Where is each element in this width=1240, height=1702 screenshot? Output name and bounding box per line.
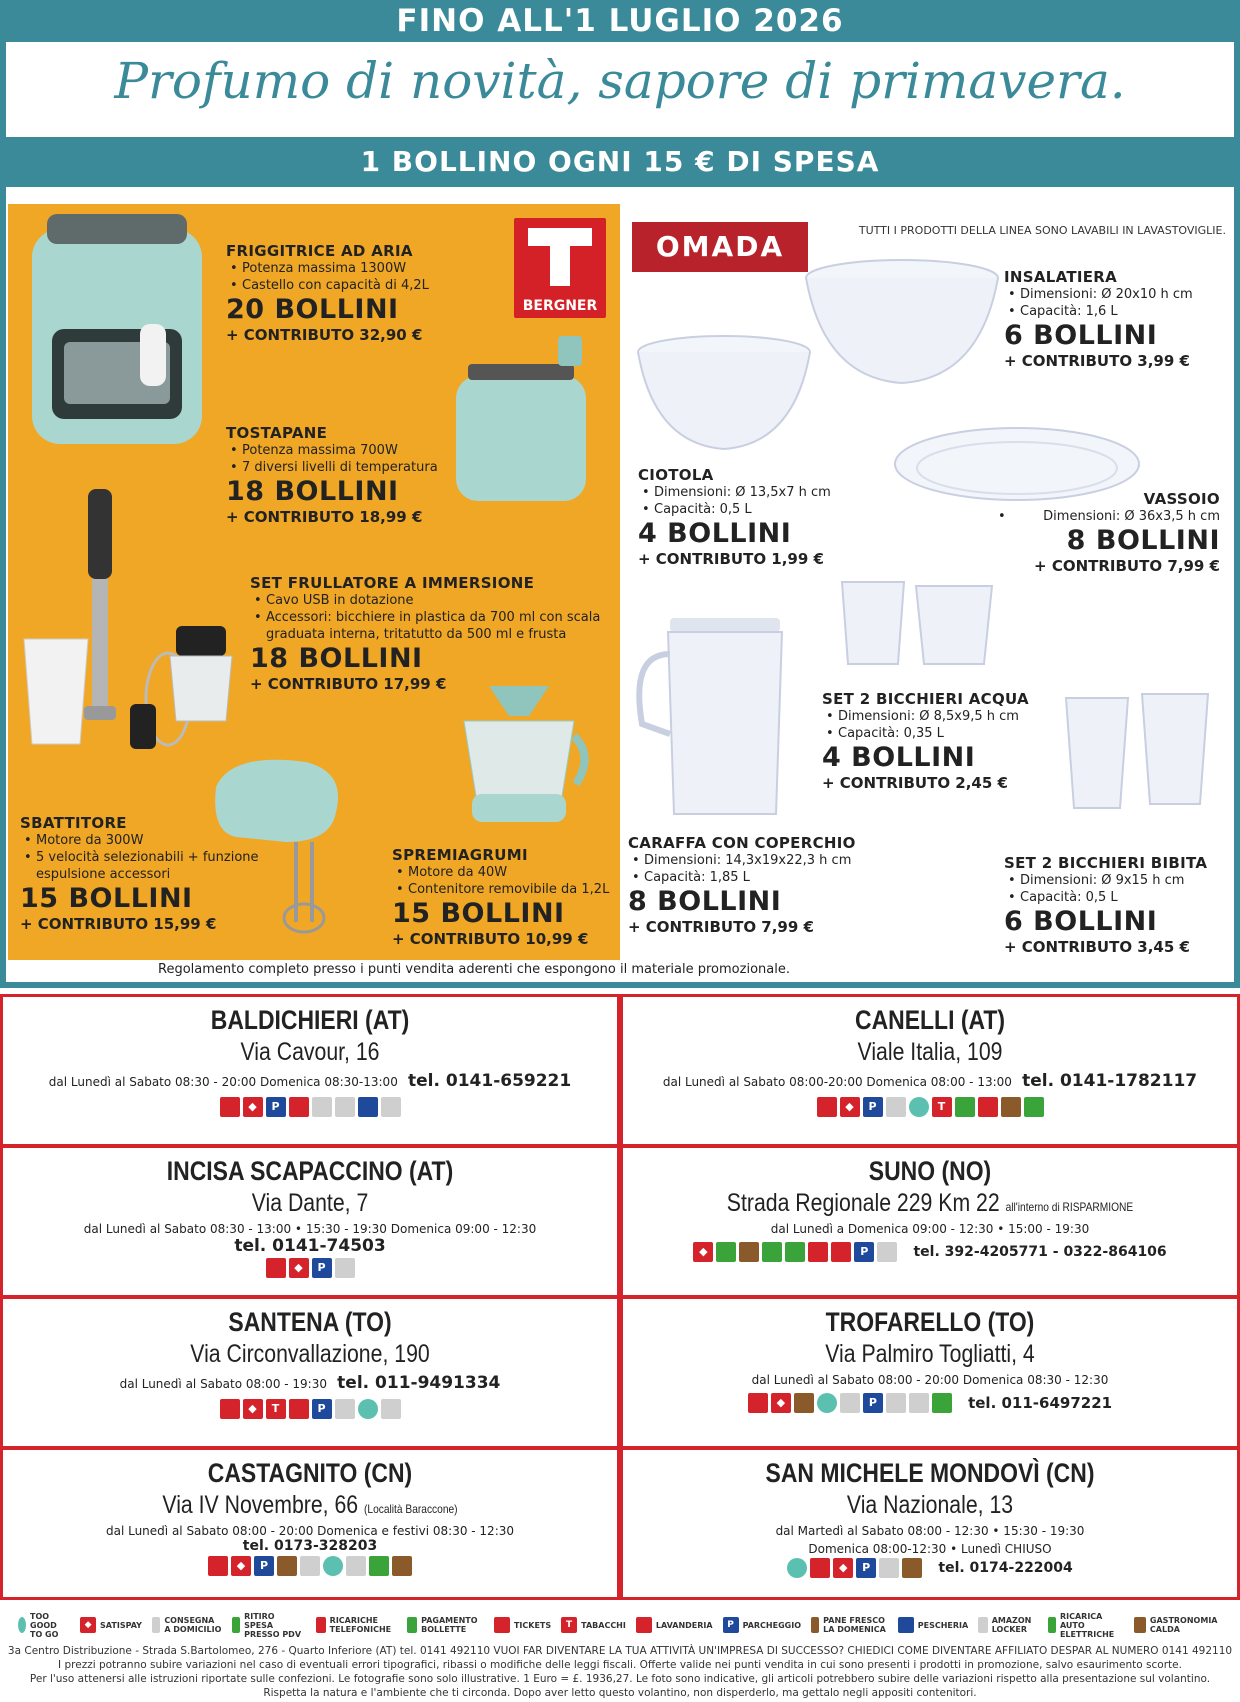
ev-charge-icon [369, 1556, 389, 1576]
product-drink-glasses: SET 2 BICCHIERI BIBITA • Dimensioni: Ø 9x15 h cm • Capacità: 0,5 L 6 BOLLINI + CONTRIBUTO 3,45 € [1004, 854, 1234, 956]
legend-parking: P PARCHEGGIO [723, 1617, 801, 1633]
product-hand-mixer: SBATTITORE • Motore da 300W • 5 velocità selezionabili + funzione espulsione accessori 15 BOLLINI + CONTRIBUTO 15,99 € [20, 814, 290, 933]
legend-bread: PANE FRESCO LA DOMENICA [811, 1616, 888, 1634]
store-services [208, 1556, 412, 1576]
store-address: Via Circonvallazione, 190 [190, 1340, 430, 1368]
tgtg-icon [358, 1399, 378, 1419]
store-hours: dal Martedì al Sabato 08:00 - 12:30 • 15:30 - 19:30 [775, 1524, 1085, 1538]
satispay-icon: ◆ [840, 1097, 860, 1117]
store-hours: dal Lunedì al Sabato 08:30 - 13:00 • 15:30 - 19:30 Domenica 09:00 - 12:30 [83, 1222, 537, 1236]
store-address: Via Cavour, 16 [240, 1038, 380, 1066]
store-phone: tel. 0141-74503 [234, 1236, 386, 1256]
pickup-icon [840, 1393, 860, 1413]
store-phone: tel. 392-4205771 - 0322-864106 [913, 1244, 1167, 1260]
product-water-glasses: SET 2 BICCHIERI ACQUA • Dimensioni: Ø 8,5x9,5 h cm • Capacità: 0,35 L 4 BOLLINI + CONTRIBUTO 2,45 € [822, 690, 1062, 792]
phone-topup-icon [316, 1617, 326, 1633]
store-hours: dal Lunedì a Domenica 09:00 - 12:30 • 15:00 - 19:30 [770, 1222, 1090, 1236]
bread-icon [277, 1556, 297, 1576]
pickup-icon [346, 1556, 366, 1576]
hot-food-icon [1134, 1617, 1145, 1633]
tickets-icon [220, 1097, 240, 1117]
ev-charge-icon [1048, 1617, 1056, 1633]
air-fryer-image [22, 214, 212, 454]
tobacco-icon: T [932, 1097, 952, 1117]
tickets-icon [266, 1258, 286, 1278]
bergner-logo: BERGNER [514, 218, 606, 318]
chopper-image [166, 626, 236, 726]
fish-icon [335, 1097, 355, 1117]
phone-topup-icon [289, 1097, 309, 1117]
satispay-icon: ◆ [243, 1399, 263, 1419]
parking-icon: P [266, 1097, 286, 1117]
toaster-image [446, 336, 596, 506]
parking-icon: P [863, 1097, 883, 1117]
tobacco-icon: T [266, 1399, 286, 1419]
satispay-icon: ◆ [771, 1393, 791, 1413]
store-name: SUNO (NO) [868, 1156, 992, 1186]
store-phone: tel. 011-6497221 [968, 1394, 1113, 1412]
store-phone: tel. 0173-328203 [242, 1538, 378, 1554]
product-immersion-blender: SET FRULLATORE A IMMERSIONE • Cavo USB in dotazione • Accessori: bicchiere in plastica da 700 ml con scala graduata interna, tritatutto da 500 ml e frusta 18 BOLLINI + CONTRIBUTO 17,99 € [250, 574, 616, 693]
hot-food-icon [392, 1556, 412, 1576]
pickup-icon [232, 1617, 240, 1633]
salad-bowl-image [804, 258, 1000, 388]
satispay-icon: ◆ [80, 1617, 96, 1633]
tgtg-icon [18, 1617, 26, 1633]
product-carafe: CARAFFA CON COPERCHIO • Dimensioni: 14,3x19x22,3 h cm • Capacità: 1,85 L 8 BOLLINI + CONTRIBUTO 7,99 € [628, 834, 928, 936]
store-name: SAN MICHELE MONDOVÌ (CN) [765, 1458, 1095, 1488]
legend-hot-food: GASTRONOMIA CALDA [1134, 1616, 1222, 1634]
delivery-icon [152, 1617, 160, 1633]
parking-icon: P [312, 1399, 332, 1419]
small-bowl-image [636, 334, 812, 454]
tgtg-icon [817, 1393, 837, 1413]
tickets-icon [810, 1558, 830, 1578]
dishwasher-note: TUTTI I PRODOTTI DELLA LINEA SONO LAVABILI IN LAVASTOVIGLIE. [858, 224, 1226, 237]
tgtg-icon [323, 1556, 343, 1576]
satispay-icon: ◆ [243, 1097, 263, 1117]
satispay-icon: ◆ [289, 1258, 309, 1278]
store-incisa [0, 1145, 620, 1298]
delivery-icon [335, 1399, 355, 1419]
store-hours: dal Lunedì al Sabato 08:00 - 20:00 Domenica 08:30 - 12:30 [751, 1373, 1109, 1387]
satispay-icon: ◆ [231, 1556, 251, 1576]
legend-laundry: LAVANDERIA [636, 1617, 713, 1633]
product-citrus-juicer: SPREMIAGRUMI • Motore da 40W • Contenitore removibile da 1,2L 15 BOLLINI + CONTRIBUTO 10,99 € [392, 846, 620, 948]
parking-icon: P [863, 1393, 883, 1413]
store-services [266, 1258, 355, 1278]
delivery-icon [877, 1242, 897, 1262]
store-services [817, 1097, 1044, 1117]
tickets-icon [748, 1393, 768, 1413]
parking-icon: P [856, 1558, 876, 1578]
store-castagnito [0, 1447, 620, 1600]
pickup-icon [716, 1242, 736, 1262]
tagline: Profumo di novità, sapore di primavera. [114, 52, 1126, 110]
legend-pickup: RITIRO SPESA PRESSO PDV [232, 1612, 306, 1639]
tickets-icon [817, 1097, 837, 1117]
legend-tickets: TICKETS [494, 1617, 551, 1633]
store-name: INCISA SCAPACCINO (AT) [166, 1156, 454, 1186]
laundry-icon [289, 1399, 309, 1419]
store-services [220, 1097, 401, 1117]
locker-icon [886, 1097, 906, 1117]
promo-date-banner: FINO ALL'1 LUGLIO 2026 [0, 0, 1240, 42]
store-canelli [620, 994, 1240, 1147]
services-legend [0, 1610, 1240, 1640]
store-baldichieri [0, 994, 620, 1147]
bread-icon [811, 1617, 819, 1633]
satispay-icon: ◆ [693, 1242, 713, 1262]
citrus-juicer-image [444, 676, 594, 826]
product-tray: VASSOIO • Dimensioni: Ø 36x3,5 h cm 8 BOLLINI + CONTRIBUTO 7,99 € [994, 490, 1220, 575]
store-services [220, 1399, 401, 1419]
tobacco-icon: T [561, 1617, 577, 1633]
locker-icon [909, 1393, 929, 1413]
bills-icon [762, 1242, 782, 1262]
bills-icon [785, 1242, 805, 1262]
pickup-icon [381, 1399, 401, 1419]
satispay-icon: ◆ [833, 1558, 853, 1578]
store-address: Via Palmiro Togliatti, 4 [825, 1340, 1035, 1368]
locker-icon [978, 1617, 988, 1633]
product-toaster: TOSTAPANE • Potenza massima 700W • 7 diversi livelli di temperatura 18 BOLLINI + CONTRIBUTO 18,99 € [226, 424, 456, 526]
tgtg-icon [909, 1097, 929, 1117]
tickets-icon [208, 1556, 228, 1576]
phone-topup-icon [978, 1097, 998, 1117]
store-hours: dal Lunedì al Sabato 08:00 - 20:00 Domenica e festivi 08:30 - 12:30 [105, 1524, 515, 1538]
legend-tgtg: TOO GOOD TO GO [18, 1612, 70, 1639]
delivery-icon [312, 1097, 332, 1117]
tgtg-icon [787, 1558, 807, 1578]
store-hours: dal Lunedì al Sabato 08:00-20:00 Domenica 08:00 - 13:00 [662, 1075, 1012, 1089]
bread-icon [1001, 1097, 1021, 1117]
store-hours: dal Lunedì al Sabato 08:00 - 19:30 [119, 1377, 327, 1391]
product-salad-bowl: INSALATIERA • Dimensioni: Ø 20x10 h cm • Capacità: 1,6 L 6 BOLLINI + CONTRIBUTO 3,99 € [1004, 268, 1234, 370]
locker-icon [300, 1556, 320, 1576]
legend-bills: PAGAMENTO BOLLETTE [407, 1616, 483, 1634]
carafe-image [630, 614, 810, 824]
bollino-banner: 1 BOLLINO OGNI 15 € DI SPESA [6, 137, 1234, 187]
store-hours: dal Lunedì al Sabato 08:30 - 20:00 Domenica 08:30-13:00 [48, 1075, 398, 1089]
store-address: Viale Italia, 109 [857, 1038, 1003, 1066]
store-san-michele [620, 1447, 1240, 1600]
legend-delivery: CONSEGNA A DOMICILIO [152, 1616, 222, 1634]
omada-logo: OMADA [632, 222, 808, 272]
legend-ev: RICARICA AUTO ELETTRICHE [1048, 1612, 1125, 1639]
parking-icon: P [312, 1258, 332, 1278]
store-santena [0, 1296, 620, 1449]
store-name: CANELLI (AT) [855, 1005, 1005, 1035]
store-phone: tel. 011-9491334 [337, 1373, 501, 1393]
legend-tobacco: T TABACCHI [561, 1617, 626, 1633]
store-name: SANTENA (TO) [228, 1307, 392, 1337]
bread-icon [739, 1242, 759, 1262]
store-name: CASTAGNITO (CN) [207, 1458, 413, 1488]
store-address: Via Nazionale, 13 [846, 1491, 1014, 1519]
store-phone: tel. 0174-222004 [938, 1560, 1073, 1576]
delivery-icon [879, 1558, 899, 1578]
footer-disclaimer: 3a Centro Distribuzione - Strada S.Bartolomeo, 276 - Quarto Inferiore (AT) tel. 0141 492110 VUOI FAR DIVENTARE LA TUA ATTIVITÀ UN'IMPRESA DI SUCCESSO? CHIEDICI COME DIVENTARE AFFILIATO DESPAR AL NUMERO 0141 492110 I prezzi potranno subire variazioni nel caso di eventuali errori tipografici, ribassi o modifiche delle leggi fiscali. Offerte valide nei punti vendita in cui sono presenti i prodotti in promozione, salvo esaurimento scorte. Per l'uso attenersi alle istruzioni riportate sulle confezioni. Le fotografie sono solo illustrative. 1 Euro = £. 1936,27. Le foto sono indicative, gli articoli potrebbero subire delle variazioni rispetto alla presentazione sul volantino. Rispetta la natura e l'ambiente che ti circonda. Dopo aver letto questo volantino, non disperderlo, ma gettalo negli appositi contenitori. [7, 1645, 1233, 1699]
ev-charge-icon [1024, 1097, 1044, 1117]
regulation-note: Regolamento completo presso i punti vendita aderenti che espongono il materiale promozionale. [158, 962, 790, 977]
drink-glasses-image [1062, 692, 1212, 812]
bills-icon [407, 1617, 417, 1633]
legend-locker: AMAZON LOCKER [978, 1616, 1038, 1634]
store-name: TROFARELLO (TO) [825, 1307, 1035, 1337]
parking-icon: P [854, 1242, 874, 1262]
product-small-bowl: CIOTOLA • Dimensioni: Ø 13,5x7 h cm • Capacità: 0,5 L 4 BOLLINI + CONTRIBUTO 1,99 € [638, 466, 898, 568]
store-name: BALDICHIERI (AT) [210, 1005, 410, 1035]
bread-icon [902, 1558, 922, 1578]
legend-satispay: ◆ SATISPAY [80, 1617, 142, 1633]
water-glasses-image [838, 578, 998, 668]
store-phone: tel. 0141-659221 [408, 1071, 572, 1091]
locker-icon [381, 1097, 401, 1117]
tickets-icon [220, 1399, 240, 1419]
legend-phone-topup: RICARICHE TELEFONICHE [316, 1616, 397, 1634]
store-services [787, 1558, 1073, 1578]
product-air-fryer: FRIGGITRICE AD ARIA • Potenza massima 1300W • Castello con capacità di 4,2L 20 BOLLINI + CONTRIBUTO 32,90 € [226, 242, 526, 344]
store-phone: tel. 0141-1782117 [1022, 1071, 1198, 1091]
store-services [693, 1242, 1166, 1262]
bills-icon [955, 1097, 975, 1117]
store-address: Strada Regionale 229 Km 22 all'interno di RISPARMIONE [726, 1189, 1134, 1217]
store-address: Via IV Novembre, 66 (Località Baraccone) [162, 1491, 458, 1519]
parking-icon: P [254, 1556, 274, 1576]
locker-icon [335, 1258, 355, 1278]
fish-icon [358, 1097, 378, 1117]
delivery-icon [886, 1393, 906, 1413]
tickets-icon [831, 1242, 851, 1262]
laundry-icon [636, 1617, 652, 1633]
bread-icon [794, 1393, 814, 1413]
store-hours-sunday: Domenica 08:00-12:30 • Lunedì CHIUSO [808, 1542, 1052, 1556]
phone-topup-icon [808, 1242, 828, 1262]
parking-icon: P [723, 1617, 739, 1633]
store-suno [620, 1145, 1240, 1298]
store-services [748, 1393, 1112, 1413]
tickets-icon [494, 1617, 510, 1633]
fish-icon [898, 1617, 914, 1633]
store-list [0, 994, 1240, 1600]
ev-charge-icon [932, 1393, 952, 1413]
store-trofarello [620, 1296, 1240, 1449]
legend-fish: PESCHERIA [898, 1617, 968, 1633]
store-address: Via Dante, 7 [251, 1189, 369, 1217]
